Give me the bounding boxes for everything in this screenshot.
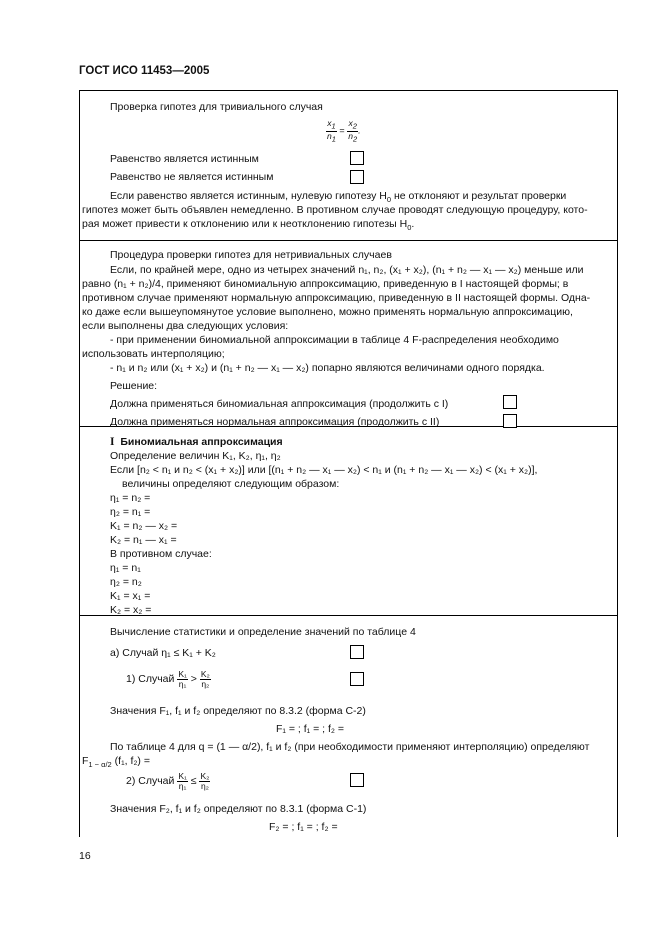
case-a-checkbox[interactable] xyxy=(350,645,364,659)
form-frame xyxy=(79,90,618,837)
option-normal-label: Должна применяться нормальная аппроксимация (продолжить с II) xyxy=(110,416,440,428)
formula-line: η₁ = n₁ xyxy=(110,562,141,574)
option-equal-label: Равенство является истинным xyxy=(110,153,259,165)
paragraph-line: Если, по крайней мере, одно из четырех значений n₁, n₂, (x₁ + x₂), (n₁ + n₂ — x₁ — x₂) меньше или xyxy=(110,264,584,276)
paragraph-line: - при применении биномиальной аппроксимации в таблице 4 F-распределения необходимо xyxy=(110,334,559,346)
binomial-section xyxy=(80,426,617,616)
formula-line: η₁ = n₂ = xyxy=(110,492,151,504)
paragraph-line: равно (n₁ + n₂)/4, применяют биномиальную аппроксимацию, приведенную в I настоящей формы; в xyxy=(82,278,569,290)
case-2-checkbox[interactable] xyxy=(350,773,364,787)
option-not-equal-label: Равенство не является истинным xyxy=(110,171,274,183)
case-2-label: 2) Случай $\frac{\text{K₁}}{\text{η₁}}$ ≤ $\frac{\text{K₂}}{\text{η₂}}$ xyxy=(126,770,210,791)
document-header: ГОСТ ИСО 11453—2005 xyxy=(79,65,210,77)
section-title: Процедура проверки гипотез для нетривиальных случаев xyxy=(110,249,392,261)
formula-line: F₂ = ; f₁ = ; f₂ = xyxy=(269,821,338,833)
case-1-label: 1) Случай $\frac{\text{K₁}}{\text{η₁}}$ > $\frac{\text{K₂}}{\text{η₂}}$ xyxy=(126,668,210,689)
formula-line: K₁ = x₁ = xyxy=(110,590,151,602)
section-title: Проверка гипотез для тривиального случая xyxy=(110,101,323,113)
statistics-section xyxy=(80,615,617,837)
case-a-label: а) Случай η₁ ≤ K₁ + K₂ xyxy=(110,647,216,659)
formula-line: K₁ = n₂ — x₂ = xyxy=(110,520,178,532)
option-equal-checkbox[interactable] xyxy=(350,151,364,165)
paragraph-line: противном случае применяют нормальную аппроксимацию, приведенную в II настоящей формы. Одна- xyxy=(82,292,591,304)
paragraph-line: Определение величин K₁, K₂, η₁, η₂ xyxy=(110,450,281,462)
paragraph-line: гипотез может быть объявлен немедленно. В противном случае проводят следующую процедуру, кото- xyxy=(82,204,588,216)
equality-formula: $\frac{x_1}{n_1}$ = $\frac{x_2}{n_2}$ . xyxy=(327,118,361,144)
page-number: 16 xyxy=(79,850,91,862)
option-binomial-label: Должна применяться биномиальная аппроксимация (продолжить с I) xyxy=(110,398,449,410)
option-binomial-checkbox[interactable] xyxy=(503,395,517,409)
option-not-equal-checkbox[interactable] xyxy=(350,170,364,184)
paragraph-line: использовать интерполяцию; xyxy=(82,348,225,360)
paragraph-line: Если равенство является истинным, нулевую гипотезу $H_0$ не отклоняют и результат проверки xyxy=(110,190,567,205)
trivial-case-section xyxy=(80,91,617,241)
values-line: Значения F₁, f₁ и f₂ определяют по 8.3.2 (форма С-2) xyxy=(110,705,366,717)
case-1-checkbox[interactable] xyxy=(350,672,364,686)
formula-line: η₂ = n₂ xyxy=(110,576,142,588)
section-title: Вычисление статистики и определение значений по таблице 4 xyxy=(110,626,416,638)
decision-label: Решение: xyxy=(110,380,158,392)
formula-line: K₂ = x₂ = xyxy=(110,604,152,616)
formula-line: η₂ = n₁ = xyxy=(110,506,151,518)
nontrivial-case-section xyxy=(80,240,617,427)
paragraph-line: рая может привести к отклонению или к неотклонению гипотезы $H_0$. xyxy=(82,218,415,233)
paragraph-line: Если [n₂ < n₁ и n₂ < (x₁ + x₂)] или [(n₁ + n₂ — x₁ — x₂) < n₁ и (n₁ + n₂ — x₁ — x₂) < (x₁ + x₂)], xyxy=(110,464,538,476)
formula-line: K₂ = n₁ — x₁ = xyxy=(110,534,177,546)
section-title: I Биномиальная аппроксимация xyxy=(110,436,283,448)
paragraph-line: $F_{1 - \alpha/2}$ (f₁, f₂) = xyxy=(82,755,150,770)
formula-line: F₁ = ; f₁ = ; f₂ = xyxy=(276,723,345,735)
paragraph-line: величины определяют следующим образом: xyxy=(122,478,340,490)
paragraph-line: ко даже если вышеупомянутое условие выполнено, можно применять нормальную аппроксимацию, xyxy=(82,306,573,318)
paragraph-line: В противном случае: xyxy=(110,548,212,560)
paragraph-line: если выполнены два следующих условия: xyxy=(82,320,289,332)
values-line: Значения F₂, f₁ и f₂ определяют по 8.3.1 (форма С-1) xyxy=(110,803,367,815)
paragraph-line: - n₁ и n₂ или (x₁ + x₂) и (n₁ + n₂ — x₁ — x₂) попарно являются величинами одного порядка. xyxy=(110,362,545,374)
paragraph-line: По таблице 4 для q = (1 — α/2), f₁ и f₂ (при необходимости применяют интерполяцию) определяют xyxy=(110,741,590,753)
